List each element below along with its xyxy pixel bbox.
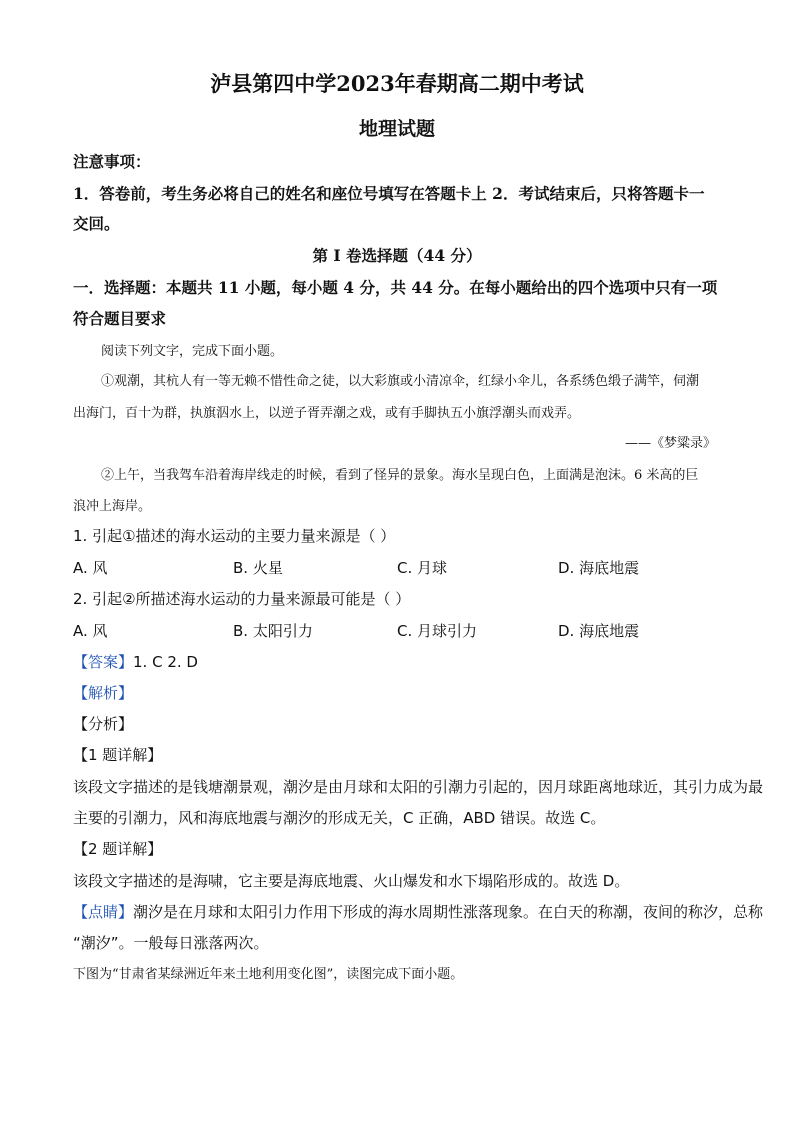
subject-title: 地理试题: [358, 118, 435, 140]
notice-heading: 注意事项：: [73, 152, 151, 171]
question-1-option-c: C. 月球: [397, 559, 448, 577]
question-2-option-d: D. 海底地震: [558, 622, 640, 640]
dianjing-row: [73, 901, 763, 922]
question-2-option-a: A. 风: [73, 622, 108, 640]
section-instruction-cont: 符合题目要求: [73, 309, 167, 328]
answer-value: 1. C 2. D: [133, 653, 198, 671]
fenxi-label: 【分析】: [73, 715, 134, 733]
question-1-option-b: B. 火星: [233, 559, 283, 577]
exam-title: 泸县第四中学2023年春期高二期中考试: [210, 71, 584, 96]
dianjing-label: 【点睛】: [73, 903, 134, 921]
passage-2: ②上午，当我驾车沿着海岸线走的时候，看到了怪异的景象。海水呈现白色，上面满是泡沫。6 米高的巨: [101, 468, 699, 483]
passage-1-cont: 出海门，百十为群，执旗泅水上，以逆子胥弄潮之戏，或有手脚执五小旗浮潮头而戏弄。: [73, 406, 581, 421]
question-1-stem: 1. 引起①描述的海水运动的主要力量来源是（ ）: [73, 527, 396, 545]
notice-item-1: 1．答卷前，考生务必将自己的姓名和座位号填写在答题卡上 2．考试结束后，只将答题卡一: [73, 184, 705, 203]
question-2-option-b: B. 太阳引力: [233, 622, 313, 640]
question-2-option-c: C. 月球引力: [397, 622, 478, 640]
q1-detail-label: 【1 题详解】: [73, 746, 163, 764]
q1-detail-line-1: 该段文字描述的是钱塘潮景观，潮汐是由月球和太阳的引潮力引起的，因月球距离地球近，其引力成为最: [73, 778, 764, 796]
section-instruction: 一．选择题：本题共 11 小题，每小题 4 分，共 44 分。在每小题给出的四个选项中只有一项: [73, 278, 718, 297]
section-title: 第 I 卷选择题（44 分）: [312, 246, 482, 265]
question-1-option-d: D. 海底地震: [558, 559, 640, 577]
answer-label: 【答案】: [73, 653, 134, 671]
analysis-label: 【解析】: [73, 684, 134, 702]
passage-2-cont: 浪冲上海岸。: [73, 499, 152, 514]
q2-detail-label: 【2 题详解】: [73, 840, 163, 858]
passage-1: ①观潮，其杭人有一等无赖不惜性命之徒，以大彩旗或小清凉伞，红绿小伞儿，各系绣色缎子满竿，伺潮: [101, 374, 700, 389]
answer-row: [73, 651, 198, 672]
question-1-option-a: A. 风: [73, 559, 108, 577]
dianjing-line-2: “潮汐”。一般每日涨落两次。: [73, 934, 269, 952]
q1-detail-line-2: 主要的引潮力，风和海底地震与潮汐的形成无关，C 正确，ABD 错误。故选 C。: [73, 809, 606, 827]
next-question-intro: 下图为“甘肃省某绿洲近年来土地利用变化图”，读图完成下面小题。: [73, 967, 464, 982]
notice-item-1-cont: 交回。: [73, 214, 120, 233]
passage-source: ——《梦粱录》: [624, 436, 716, 451]
dianjing-line-1: 潮汐是在月球和太阳引力作用下形成的海水周期性涨落现象。在白天的称潮，夜间的称汐，总称: [133, 903, 764, 921]
passage-intro: 阅读下列文字，完成下面小题。: [101, 344, 284, 359]
q2-detail-line-1: 该段文字描述的是海啸，它主要是海底地震、火山爆发和水下塌陷形成的。故选 D。: [73, 872, 630, 890]
question-2-stem: 2. 引起②所描述海水运动的力量来源最可能是（ ）: [73, 590, 411, 608]
